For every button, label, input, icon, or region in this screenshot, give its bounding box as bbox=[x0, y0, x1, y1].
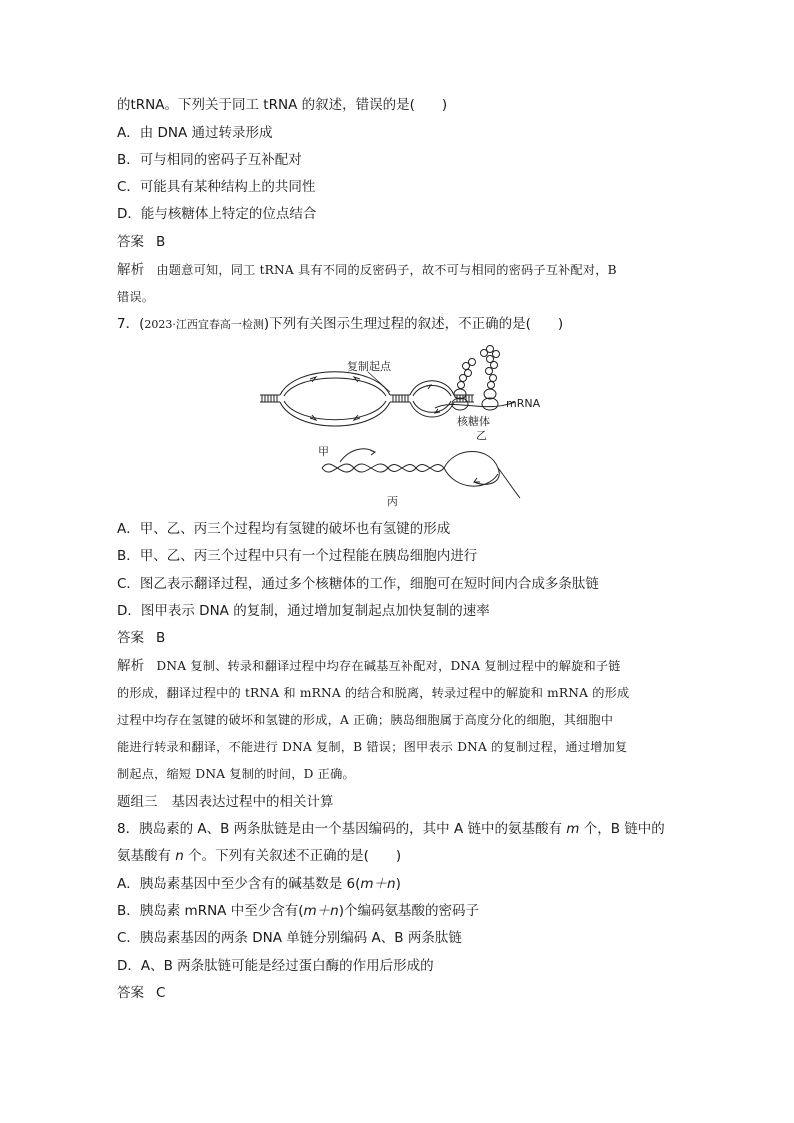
answer-label: 答案 bbox=[117, 234, 144, 250]
q6-option-a: A．由 DNA 通过转录形成 bbox=[117, 125, 273, 141]
explanation-label: 解析 bbox=[117, 262, 145, 278]
q7-answer bbox=[117, 629, 687, 647]
q8-option-a: A．胰岛素基因中至少含有的碱基数是 6(m＋n) bbox=[117, 876, 401, 892]
bing-label: 丙 bbox=[387, 495, 398, 508]
q8-option-d: D．A、B 两条肽链可能是经过蛋白酶的作用后形成的 bbox=[117, 958, 434, 974]
figure-bing-transcription bbox=[322, 449, 520, 498]
q7-stem: 7．(2023·江西宜春高一检测)下列有关图示生理过程的叙述，不正确的是( ) bbox=[117, 316, 564, 332]
group3-label: 题组三 bbox=[117, 794, 158, 810]
answer-label: 答案 bbox=[117, 630, 144, 646]
q8-option-b: B．胰岛素 mRNA 中至少含有(m＋n)个编码氨基酸的密码子 bbox=[117, 903, 479, 919]
q8-stem-line-1: 8．胰岛素的 A、B 两条肽链是由一个基因编码的，其中 A 链中的氨基酸有 m 个，B 链中的 bbox=[117, 821, 665, 837]
q7-explanation-line-5: 制起点，缩短 DNA 复制的时间，D 正确。 bbox=[117, 767, 355, 781]
q8-option-c: C．胰岛素基因的两条 DNA 单链分别编码 A、B 两条肽链 bbox=[117, 930, 462, 946]
origin-label: 复制起点 bbox=[347, 360, 391, 373]
q7-option-a: A．甲、乙、丙三个过程均有氢键的破坏也有氢键的形成 bbox=[117, 521, 451, 537]
q6-stem: 的tRNA。下列关于同工 tRNA 的叙述，错误的是( ) bbox=[117, 97, 448, 113]
q6-option-b: B．可与相同的密码子互补配对 bbox=[117, 152, 302, 168]
q6-option-d: D．能与核糖体上特定的位点结合 bbox=[117, 206, 317, 222]
mrna-label: mRNA bbox=[506, 397, 541, 410]
q7-option-b: B．甲、乙、丙三个过程中只有一个过程能在胰岛细胞内进行 bbox=[117, 548, 478, 564]
answer-value: C bbox=[156, 985, 166, 1001]
group3-title: 基因表达过程中的相关计算 bbox=[171, 794, 334, 810]
q7-option-c: C．图乙表示翻译过程，通过多个核糖体的工作，细胞可在短时间内合成多条肽链 bbox=[117, 576, 599, 592]
q6-explanation-line-2: 错误。 bbox=[117, 290, 155, 304]
jia-label: 甲 bbox=[318, 445, 329, 458]
q8-answer bbox=[117, 984, 687, 1002]
explanation-label: 解析 bbox=[117, 658, 145, 674]
q7-explanation-line-2: 的形成，翻译过程中的 tRNA 和 mRNA 的结合和脱离，转录过程中的解旋和 mRNA 的形成 bbox=[117, 686, 630, 700]
q7-explanation-line-4: 能进行转录和翻译，不能进行 DNA 复制，B 错误；图甲表示 DNA 的复制过程，通过增加复 bbox=[117, 740, 628, 754]
answer-value: B bbox=[156, 234, 166, 250]
yi-label: 乙 bbox=[476, 429, 487, 442]
figure-yi-translation bbox=[435, 346, 515, 411]
answer-value: B bbox=[156, 630, 166, 646]
figure-jia-replication bbox=[260, 372, 474, 426]
q7-option-d: D．图甲表示 DNA 的复制，通过增加复制起点加快复制的速率 bbox=[117, 603, 490, 619]
q8-stem-line-2: 氨基酸有 n 个。下列有关叙述不正确的是( ) bbox=[117, 848, 402, 864]
ribosome-label: 核糖体 bbox=[457, 415, 490, 428]
q7-explanation-line-1: 解析 DNA 复制、转录和翻译过程中均存在碱基互补配对，DNA 复制过程中的解旋和子链 bbox=[117, 658, 621, 674]
q7-source: 2023·江西宜春高一检测 bbox=[144, 318, 264, 331]
answer-label: 答案 bbox=[117, 985, 144, 1001]
q6-answer bbox=[117, 233, 687, 251]
q7-figure bbox=[250, 342, 550, 512]
group3-heading bbox=[117, 793, 687, 811]
q6-option-c: C．可能具有某种结构上的共同性 bbox=[117, 179, 316, 195]
q6-explanation-line-1: 解析 由题意可知，同工 tRNA 具有不同的反密码子，故不可与相同的密码子互补配对，B bbox=[117, 262, 617, 278]
q7-explanation-line-3: 过程中均存在氢键的破坏和氢键的形成，A 正确；胰岛细胞属于高度分化的细胞，其细胞中 bbox=[117, 713, 614, 727]
